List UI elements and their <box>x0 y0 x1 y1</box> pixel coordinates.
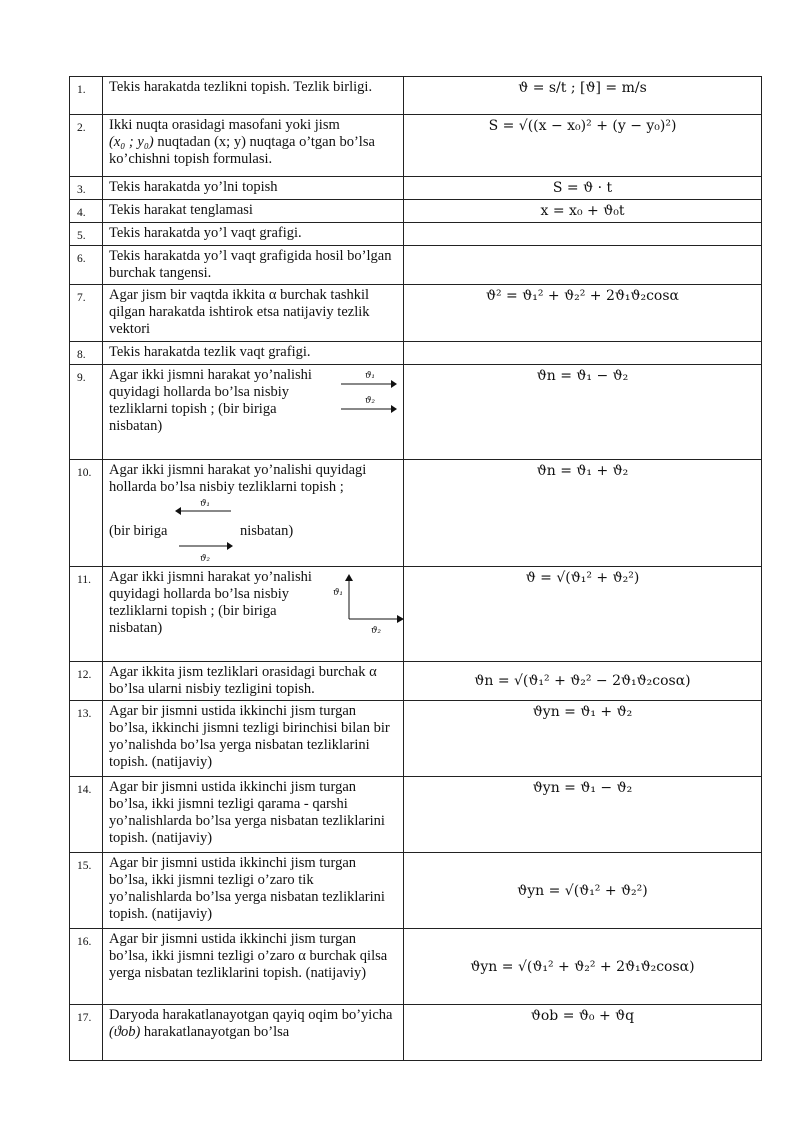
row-formula: ϑyn = √(ϑ₁² + ϑ₂² + 2ϑ₁ϑ₂cosα) <box>404 929 762 1005</box>
row-description: Agar ikkita jism tezliklari orasidagi burchak α bo’lsa ularni nisbiy tezligini topish. <box>103 662 404 701</box>
table-row <box>70 200 762 223</box>
row-description: Tekis harakat tenglamasi <box>103 200 404 223</box>
row-number: 14. <box>70 777 103 853</box>
row-formula: ϑn = √(ϑ₁² + ϑ₂² − 2ϑ₁ϑ₂cosα) <box>404 662 762 701</box>
table-row <box>70 223 762 246</box>
row-formula: ϑob = ϑ₀ + ϑq <box>404 1005 762 1061</box>
table-row <box>70 853 762 929</box>
row-description: Agar bir jismni ustida ikkinchi jism turgan bo’lsa, ikkinchi jismni tezligi birinchisi bilan bir yo’nalishda bo’lsa yerga nisbatan tezliklarini topish. (natijaviy) <box>103 701 404 777</box>
row-description-part: (bir biriga <box>109 523 168 539</box>
row-description <box>103 1005 404 1061</box>
row-number: 9. <box>70 365 103 460</box>
row-formula: ϑ = s/t ; [ϑ] = m/s <box>404 77 762 115</box>
row-description: Tekis harakatda tezlik vaqt grafigi. <box>103 342 404 365</box>
row-number: 11. <box>70 567 103 662</box>
row-description <box>103 460 404 567</box>
row-formula: ϑ = √(ϑ₁² + ϑ₂²) <box>404 567 762 662</box>
table-row <box>70 285 762 342</box>
velocity-label-2: ϑ₂ <box>371 626 382 636</box>
table-row <box>70 246 762 285</box>
row-formula: S = √((x − x₀)² + (y − y₀)²) <box>404 115 762 177</box>
velocity-label-1: ϑ₁ <box>333 588 344 598</box>
row-description-text: Agar ikki jismni harakat yo’nalishi quyidagi hollarda bo’lsa nisbiy tezliklarni topish ; (bir biriga nisbatan) <box>109 569 312 636</box>
row-description: Agar bir jismni ustida ikkinchi jism turgan bo’lsa, ikki jismni tezligi o’zaro tik yo’nalishlarda bo’lsa yerga nisbatan tezliklarini topish. (natijaviy) <box>103 853 404 929</box>
row-number: 4. <box>70 200 103 223</box>
table-row <box>70 177 762 200</box>
row-number: 13. <box>70 701 103 777</box>
velocity-label-1: ϑ₁ <box>365 371 376 381</box>
row-number: 7. <box>70 285 103 342</box>
row-description: Tekis harakatda yo’l vaqt grafigi. <box>103 223 404 246</box>
row-description <box>103 115 404 177</box>
velocity-symbol: (ϑob) <box>109 1024 141 1040</box>
formula-table <box>69 76 762 1061</box>
row-formula: ϑyn = ϑ₁ + ϑ₂ <box>404 701 762 777</box>
table-row <box>70 662 762 701</box>
row-formula <box>404 246 762 285</box>
velocity-label-2: ϑ₂ <box>365 396 376 406</box>
table-row <box>70 777 762 853</box>
point-notation: (x₀ ; y₀) <box>109 134 154 150</box>
row-description: Agar jism bir vaqtda ikkita α burchak tashkil qilgan harakatda ishtirok etsa natijaviy tezlik vektori <box>103 285 404 342</box>
row-formula: ϑ² = ϑ₁² + ϑ₂² + 2ϑ₁ϑ₂cosα <box>404 285 762 342</box>
row-formula: ϑyn = √(ϑ₁² + ϑ₂²) <box>404 853 762 929</box>
row-description <box>103 567 404 662</box>
row-number: 12. <box>70 662 103 701</box>
velocity-label-1: ϑ₁ <box>200 499 211 509</box>
row-description: Agar bir jismni ustida ikkinchi jism turgan bo’lsa, ikki jismni tezligi o’zaro α burchak qilsa yerga nisbatan tezliklarini topish. (natijaviy) <box>103 929 404 1005</box>
row-description-part: Ikki nuqta orasidagi masofani yoki jism <box>109 117 340 133</box>
table-row <box>70 929 762 1005</box>
row-number: 15. <box>70 853 103 929</box>
row-number: 2. <box>70 115 103 177</box>
row-description <box>103 365 404 460</box>
row-description: Tekis harakatda tezlikni topish. Tezlik birligi. <box>103 77 404 115</box>
table-row <box>70 365 762 460</box>
table-row <box>70 1005 762 1061</box>
row-number: 17. <box>70 1005 103 1061</box>
row-number: 3. <box>70 177 103 200</box>
row-description-part: harakatlanayotgan bo’lsa <box>143 1024 290 1040</box>
row-description: Agar bir jismni ustida ikkinchi jism turgan bo’lsa, ikki jismni tezligi qarama - qarshi yo’nalishlarda bo’lsa yerga nisbatan tezliklarini topish. (natijaviy) <box>103 777 404 853</box>
row-number: 10. <box>70 460 103 567</box>
table-row <box>70 460 762 567</box>
row-formula <box>404 223 762 246</box>
table-row <box>70 342 762 365</box>
row-formula: ϑn = ϑ₁ − ϑ₂ <box>404 365 762 460</box>
table-row <box>70 115 762 177</box>
table-row <box>70 77 762 115</box>
row-number: 8. <box>70 342 103 365</box>
row-description: Tekis harakatda yo’lni topish <box>103 177 404 200</box>
velocity-label-2: ϑ₂ <box>200 554 211 564</box>
table-row <box>70 567 762 662</box>
row-description-text: Agar ikki jismni harakat yo’nalishi quyidagi hollarda bo’lsa nisbiy tezliklarni topish ; (bir biriga nisbatan) <box>109 367 312 434</box>
row-formula: x = x₀ + ϑ₀t <box>404 200 762 223</box>
row-description-part: nuqtadan (x; y) nuqtaga o’tgan bo’lsa ko’chishni topish formulasi. <box>109 134 375 167</box>
row-description-part: nisbatan) <box>240 523 294 539</box>
row-description: Tekis harakatda yo’l vaqt grafigida hosil bo’lgan burchak tangensi. <box>103 246 404 285</box>
perpendicular-arrows-diagram <box>331 571 411 641</box>
row-formula <box>404 342 762 365</box>
row-description-text: Agar ikki jismni harakat yo’nalishi quyidagi hollarda bo’lsa nisbiy tezliklarni topish ; <box>109 462 367 495</box>
table-row <box>70 701 762 777</box>
row-formula: ϑyn = ϑ₁ − ϑ₂ <box>404 777 762 853</box>
same-direction-arrows-diagram <box>337 369 397 415</box>
row-number: 16. <box>70 929 103 1005</box>
row-description-part: Daryoda harakatlanayotgan qayiq oqim bo’yicha <box>109 1007 393 1023</box>
row-number: 6. <box>70 246 103 285</box>
row-formula: ϑn = ϑ₁ + ϑ₂ <box>404 460 762 567</box>
row-number: 5. <box>70 223 103 246</box>
row-formula: S = ϑ · t <box>404 177 762 200</box>
row-number: 1. <box>70 77 103 115</box>
